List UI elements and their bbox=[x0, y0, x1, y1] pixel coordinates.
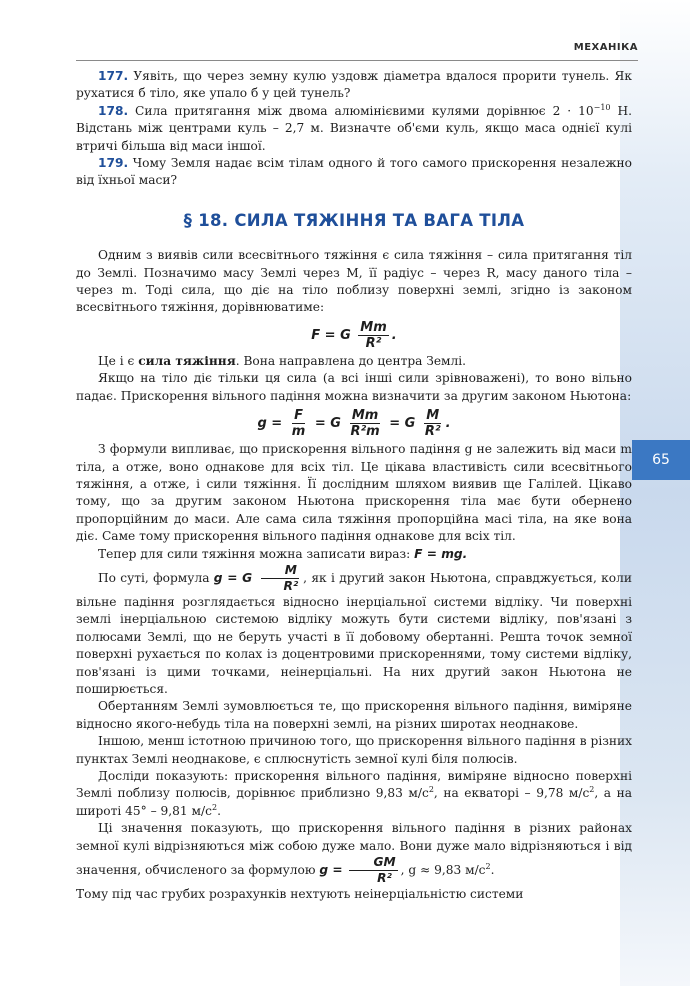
header-title: МЕХАНІКА bbox=[573, 42, 638, 53]
text: По суті, формула bbox=[98, 570, 214, 585]
exponent: 2 bbox=[485, 861, 491, 871]
fraction bbox=[290, 408, 308, 439]
numerator: Mm bbox=[351, 408, 379, 424]
text: Тепер для сили тяжіння можна записати вираз: bbox=[98, 546, 415, 561]
section-title: § 18. СИЛА ТЯЖІННЯ ТА ВАГА ТІЛА bbox=[183, 210, 525, 230]
formula-acceleration bbox=[76, 408, 632, 439]
paragraph: З формули випливає, що прискорення вільного падіння g не залежить від маси m тіла, а отже, воно однакове для всіх тіл. Це цікава властивість сили всесвітнього тяжіння, а отже, і сили тяжіння. Її дослідним шляхом виявив ще Галілей. Цікаво тому, що за другим законом Ньютона прискорення тіла має бути обернено пропорційним до маси. Але сама сила тяжіння пропорційна масі тіла, на яке вона діє. Саме тому прискорення вільного падіння однакове для всіх тіл. bbox=[76, 442, 632, 544]
page-header bbox=[76, 38, 638, 61]
paragraph bbox=[76, 563, 632, 698]
paragraph: Іншою, менш істотною причиною того, що прискорення вільного падіння в різних пунктах Землі неоднакове, є сплюснутість земної кулі біля полюсів. bbox=[76, 734, 632, 766]
denominator: m bbox=[291, 424, 306, 440]
text: . bbox=[217, 803, 221, 818]
formula-lhs: g = bbox=[257, 416, 283, 432]
exponent: −10 bbox=[593, 102, 611, 112]
paragraph bbox=[76, 353, 632, 370]
problem-179 bbox=[76, 155, 632, 190]
numerator: M bbox=[261, 563, 299, 579]
text: Досліди показують: прискорення вільного падіння, виміряне відносно поверхні Землі поблизу полюсів, дорівнює приблизно 9,83 м/с bbox=[76, 769, 632, 801]
fraction bbox=[423, 408, 443, 439]
problem-text-before: Сила притягання між двома алюмінієвими кулями дорівнює 2 · 10 bbox=[135, 103, 594, 118]
fraction bbox=[358, 320, 388, 351]
formula-tail: . bbox=[391, 327, 397, 343]
paragraph bbox=[76, 546, 632, 563]
problem-number: 177. bbox=[98, 69, 129, 83]
formula-lhs: g = G bbox=[213, 570, 253, 585]
paragraph: Одним з виявів сили всесвітнього тяжіння є сила тяжіння – сила притягання тіл до Землі. Позначимо масу Землі через M, її радіус – через R, масу даного тіла – через m. Тоді сила, що діє на тіло поблизу поверхні землі, згідно із законом всесвітнього тяжіння, дорівнюватиме: bbox=[76, 248, 632, 315]
problem-number: 179. bbox=[98, 156, 129, 171]
text: Ці значення показують, що прискорення вільного падіння в різних районах земної кулі відрізняються між собою дуже мало. Вони дуже мало відрізняються і від значення, обчисленого за формулою bbox=[76, 821, 632, 878]
fraction bbox=[259, 563, 300, 594]
denominator: R² bbox=[424, 424, 441, 440]
text: Це і є bbox=[98, 353, 139, 368]
formula-lhs: F = G bbox=[311, 327, 351, 343]
paragraph: Ці значення показують, що прискорення вільного падіння в різних районах земної кулі відрізняються між собою дуже мало. Вони дуже мало відрізняються і від значення, обчисленого за формулою g = $\frac{GM}{\text{R²}}$ , g ≈ 9,83 $м/с^2$. bbox=[76, 821, 632, 886]
formula-eq: = G bbox=[389, 416, 416, 432]
problem-text: Чому Земля надає всім тілам одного й того самого прискорення незалежно від їхньої маси? bbox=[76, 156, 632, 188]
numerator: F bbox=[294, 408, 303, 424]
fraction bbox=[348, 408, 381, 439]
text: , як і другий закон Ньютона, справджується, коли вільне падіння розглядається відносно інерціальної системи відліку. Чи поверхні землі інерціальною системою відліку можуть бути системи відліку, пов'язані з полюсами Землі, що не беруть участі в її добовому обертанні. Решта точок земної поверхні рухається по колах із доцентровими прискореннями, тому системи відліку, пов'язані із цими точками, неінерціальні. На них другий закон Ньютона не поширюється. bbox=[76, 570, 632, 696]
formula-tail: , g ≈ 9,83 м/с bbox=[400, 863, 486, 878]
paragraph bbox=[76, 768, 632, 820]
exponent: 2 bbox=[428, 785, 434, 795]
exponent: 2 bbox=[589, 785, 595, 795]
text: . Вона направлена до центра Землі. bbox=[235, 353, 467, 368]
exponent: 2 bbox=[211, 802, 218, 812]
denominator: R² bbox=[365, 335, 382, 351]
term-bold: сила тяжіння bbox=[138, 353, 236, 368]
formula-lhs: g = bbox=[319, 863, 343, 878]
denominator: R² bbox=[283, 578, 299, 593]
formula-gravity-force bbox=[76, 320, 632, 351]
paragraph: Тому під час грубих розрахунків нехтують неінерціальністю системи bbox=[76, 887, 524, 902]
paragraph: Обертанням Землі зумовлюється те, що прискорення вільного падіння, виміряне відносно якого-небудь тіла на поверхні землі, на різних широтах неоднакове. bbox=[76, 699, 632, 731]
text: , на екваторі – 9,78 м/с bbox=[433, 786, 590, 801]
page-content bbox=[76, 68, 632, 903]
inline-formula: F = mg. bbox=[414, 546, 468, 561]
denominator: R² bbox=[377, 871, 392, 886]
page-number: 65 bbox=[652, 452, 670, 468]
text: , а на широті 45° – 9,81 м/с bbox=[76, 786, 633, 818]
formula-tail: . bbox=[445, 416, 451, 432]
numerator: M bbox=[426, 408, 440, 424]
numerator: GM bbox=[349, 855, 397, 871]
fraction bbox=[349, 855, 397, 886]
paragraph: Якщо на тіло діє тільки ця сила (а всі інші сили зрівноважені), то воно вільно падає. Прискорення вільного падіння можна визначити за другим законом Ньютона: bbox=[76, 371, 632, 403]
problem-text-after: Н. Відстань між центрами куль – 2,7 м. Визначте об'єми куль, якщо маса однієї кулі втричі більша від маси іншої. bbox=[76, 103, 632, 153]
numerator: Mm bbox=[360, 319, 387, 335]
problem-178 bbox=[76, 103, 632, 155]
denominator: R²m bbox=[350, 424, 380, 440]
formula-eq: = G bbox=[314, 416, 341, 432]
problem-number: 178. bbox=[98, 103, 129, 118]
page-number-tab bbox=[632, 440, 690, 480]
problem-text: Уявіть, що через земну кулю уздовж діаметра вдалося прорити тунель. Як рухатися б тіло, яке упало б у цей тунель? bbox=[76, 69, 632, 101]
problem-177 bbox=[76, 68, 632, 103]
